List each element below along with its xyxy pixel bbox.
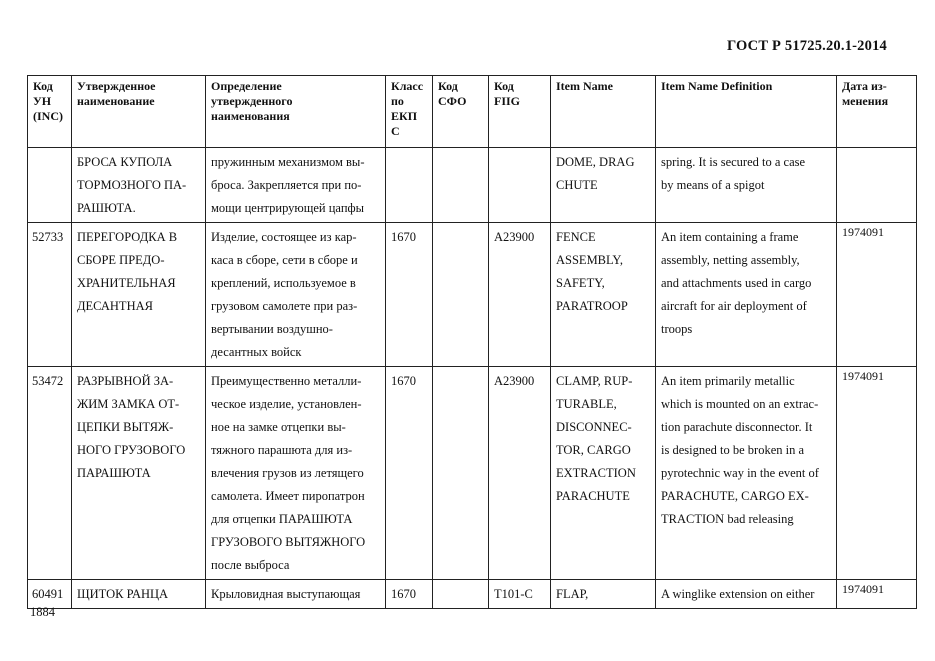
fiig-code-cell: [489, 148, 551, 223]
class-cell: 1670: [386, 223, 433, 367]
item-definition-cell: An item containing a frame assembly, netting assembly, and attachments used in cargo aircraft for air deployment of troops: [656, 223, 837, 367]
header-class: Класс по ЕКП С: [386, 76, 433, 148]
item-name-cell: CLAMP, RUP- TURABLE, DISCONNEC- TOR, CARGO EXTRACTION PARACHUTE: [551, 367, 656, 580]
definition-cell: Изделие, состоящее из кар- каса в сборе, сети в сборе и креплений, используемое в грузовом самолете при раз- вертывании воздушно- десантных войск: [206, 223, 386, 367]
document-title: ГОСТ Р 51725.20.1-2014: [726, 38, 887, 54]
inc-cell: 53472: [28, 367, 72, 580]
approved-name-cell: ЩИТОК РАНЦА: [72, 580, 206, 609]
table-row: [28, 223, 917, 367]
page-number: 1884: [30, 605, 55, 619]
definition-cell: Преимущественно металли- ческое изделие, установлен- ное на замке отцепки вы- тяжного парашюта для из- влечения грузов из летящего самолета. Имеет пиропатрон для отцепки ПАРАШЮТА ГРУЗОВОГО ВЫТЯЖНОГО после выброса: [206, 367, 386, 580]
header-item-definition: Item Name Definition: [656, 76, 837, 148]
item-name-cell: FENCE ASSEMBLY, SAFETY, PARATROOP: [551, 223, 656, 367]
class-cell: 1670: [386, 580, 433, 609]
table-row: [28, 148, 917, 223]
item-definition-cell: spring. It is secured to a case by means of a spigot: [656, 148, 837, 223]
table-row: [28, 367, 917, 580]
approved-name-cell: ПЕРЕГОРОДКА В СБОРЕ ПРЕДО- ХРАНИТЕЛЬНАЯ ДЕСАНТНАЯ: [72, 223, 206, 367]
header-inc: Код УН (INC): [28, 76, 72, 148]
sfo-code-cell: [433, 580, 489, 609]
sfo-code-cell: [433, 367, 489, 580]
header-definition: Определение утвержденного наименования: [206, 76, 386, 148]
table-header-row: [28, 76, 917, 148]
sfo-code-cell: [433, 223, 489, 367]
class-cell: [386, 148, 433, 223]
fiig-code-cell: A23900: [489, 367, 551, 580]
header-sfo-code: Код СФО: [433, 76, 489, 148]
change-date-cell: 1974091: [837, 367, 917, 580]
item-name-cell: DOME, DRAG CHUTE: [551, 148, 656, 223]
change-date-cell: 1974091: [837, 223, 917, 367]
table-row: [28, 580, 917, 609]
approved-name-cell: РАЗРЫВНОЙ ЗА- ЖИМ ЗАМКА ОТ- ЦЕПКИ ВЫТЯЖ- НОГО ГРУЗОВОГО ПАРАШЮТА: [72, 367, 206, 580]
header-fiig-code: Код FIIG: [489, 76, 551, 148]
item-name-cell: FLAP,: [551, 580, 656, 609]
header-change-date: Дата из- менения: [837, 76, 917, 148]
inc-cell: 52733: [28, 223, 72, 367]
change-date-cell: [837, 148, 917, 223]
class-cell: 1670: [386, 367, 433, 580]
change-date-cell: 1974091: [837, 580, 917, 609]
item-definition-cell: An item primarily metallic which is mounted on an extrac- tion parachute disconnector. It is designed to be broken in a pyrotechnic way in the event of PARACHUTE, CARGO EX- TRACTION bad releasing: [656, 367, 837, 580]
table-body: [28, 148, 917, 609]
sfo-code-cell: [433, 148, 489, 223]
definition-cell: пружинным механизмом вы- броса. Закрепляется при по- мощи центрирующей цапфы: [206, 148, 386, 223]
header-approved-name: Утвержденное наименование: [72, 76, 206, 148]
item-definition-cell: A winglike extension on either: [656, 580, 837, 609]
fiig-code-cell: A23900: [489, 223, 551, 367]
header-item-name: Item Name: [551, 76, 656, 148]
inc-cell: [28, 148, 72, 223]
approved-name-cell: БРОСА КУПОЛА ТОРМОЗНОГО ПА- РАШЮТА.: [72, 148, 206, 223]
fiig-code-cell: T101-C: [489, 580, 551, 609]
definition-cell: Крыловидная выступающая: [206, 580, 386, 609]
inc-cell: 60491: [28, 580, 72, 609]
classifier-table: [27, 75, 917, 609]
